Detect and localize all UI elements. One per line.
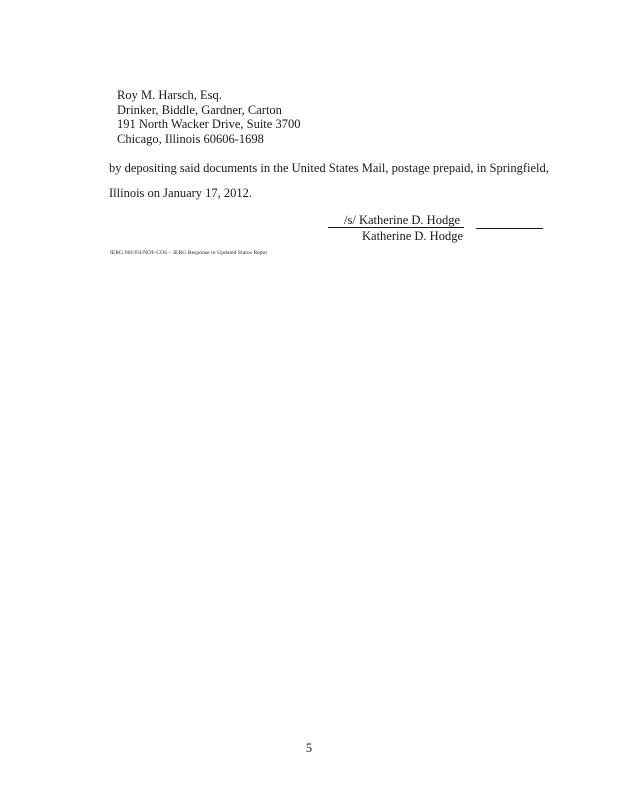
recipient-street: 191 North Wacker Drive, Suite 3700 <box>117 117 301 131</box>
recipient-name: Roy M. Harsch, Esq. <box>117 88 222 102</box>
body-text-line-1: by depositing said documents in the United States Mail, postage prepaid, in Springfield, <box>109 161 549 175</box>
recipient-address-block <box>117 88 300 146</box>
signature-rule <box>476 228 543 229</box>
electronic-signature: /s/ Katherine D. Hodge <box>328 213 464 228</box>
page-number: 5 <box>305 741 313 755</box>
document-reference: IERG:001/Fil/NOF-COS – IERG Response to Updated Status Repor <box>110 250 268 256</box>
body-text-line-2: Illinois on January 17, 2012. <box>109 186 253 200</box>
signer-printed-name: Katherine D. Hodge <box>362 229 464 243</box>
recipient-firm: Drinker, Biddle, Gardner, Carton <box>117 102 282 117</box>
recipient-city: Chicago, Illinois 60606-1698 <box>117 131 264 146</box>
